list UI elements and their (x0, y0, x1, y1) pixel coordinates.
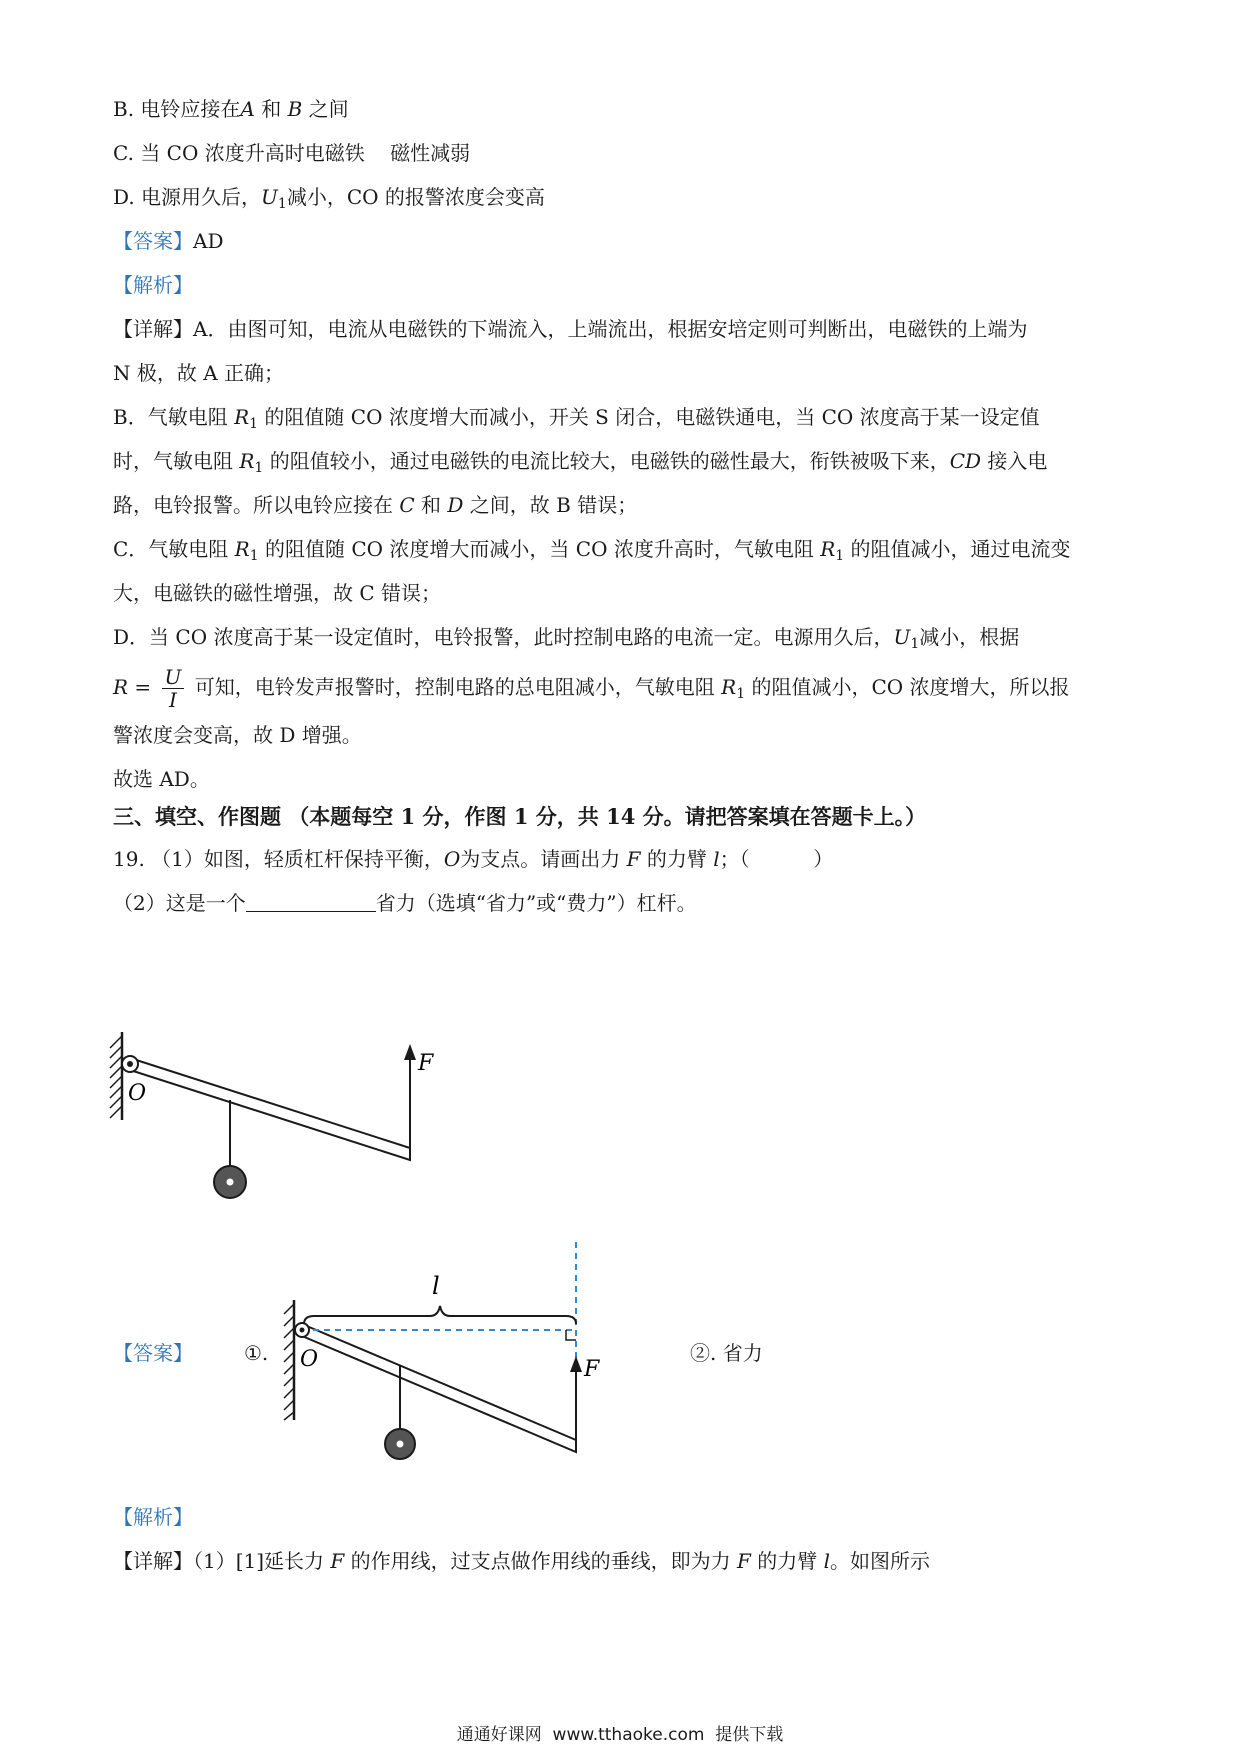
pivot-label-o-answer: O (300, 1347, 319, 1372)
answer2-first: ①. (244, 1341, 269, 1365)
answer-blank (246, 893, 376, 912)
detail-d-line3: 警浓度会变高，故 D 增强。 (113, 723, 362, 747)
q19-part1: 19. （1）如图，轻质杠杆保持平衡，O为支点。请画出力 F 的力臂 l；（ ） (113, 847, 834, 871)
option-b: B. 电铃应接在A 和 B 之间 (113, 97, 349, 121)
answer2-tag: 【答案】 (113, 1341, 193, 1365)
lever-diagram-question (100, 1030, 460, 1230)
detail-c-line2: 大，电磁铁的磁性增强，故 C 错误； (113, 581, 442, 605)
pivot-label-o: O (128, 1081, 147, 1106)
option-d: D. 电源用久后，$U_1$减小，CO 的报警浓度会变高 (113, 185, 545, 212)
detail-d-line1: D．当 CO 浓度高于某一设定值时，电铃报警，此时控制电路的电流一定。电源用久后，$U_1$减小，根据 (113, 625, 1020, 652)
detail2-line: 【详解】（1）[1]延长力 F 的作用线，过支点做作用线的垂线，即为力 F 的力臂 l。如图所示 (113, 1549, 931, 1573)
q19-part2: （2）这是一个 省力（选填“省力”或“费力”）杠杆。 (113, 891, 697, 915)
answer2-second: ②. 省力 (690, 1341, 763, 1365)
detail-d-line2: R = $\frac{U}{I}$ 可知，电铃发声报警时，控制电路的总电阻减小，气敏电阻 $R_1$ 的阻值减小，CO 浓度增大，所以报 (113, 665, 1070, 712)
force-label-f: F (418, 1051, 434, 1076)
page-footer: 通通好课网 www.tthaoke.com 提供下载 (456, 1725, 784, 1745)
detail-a-line1: 【详解】A．由图可知，电流从电磁铁的下端流入，上端流出，根据安培定则可判断出，电磁铁的上端为 (113, 317, 1028, 341)
option-c: C. 当 CO 浓度升高时电磁铁 磁性减弱 (113, 141, 471, 165)
fraction-u-over-i: $\frac{U}{I}$ (162, 666, 185, 711)
detail-b-line1: B．气敏电阻 $R_1$ 的阻值随 CO 浓度增大而减小，开关 S 闭合，电磁铁通电，当 CO 浓度高于某一设定值 (113, 405, 1040, 432)
detail-b-line3: 路，电铃报警。所以电铃应接在 C 和 D 之间，故 B 错误； (113, 493, 638, 517)
detail-a-line2: N 极，故 A 正确； (113, 361, 285, 385)
analysis-heading: 【解析】 (113, 273, 193, 297)
detail-b-line2: 时，气敏电阻 $R_1$ 的阻值较小，通过电磁铁的电流比较大，电磁铁的磁性最大，衔铁被吸下来，CD 接入电 (113, 449, 1048, 476)
lever-arm-label-l: l (432, 1272, 440, 1300)
detail-select: 故选 AD。 (113, 767, 210, 791)
analysis-heading-2: 【解析】 (113, 1505, 193, 1529)
answer-value: AD (193, 229, 224, 253)
section-title: 三、填空、作图题 （本题每空 1 分，作图 1 分，共 14 分。请把答案填在答题卡上。） (113, 804, 927, 829)
lever-diagram-answer (280, 1240, 610, 1460)
answer-line (113, 228, 223, 254)
force-label-f-answer: F (584, 1357, 600, 1382)
answer-tag: 【答案】 (113, 229, 193, 253)
detail-c-line1: C．气敏电阻 $R_1$ 的阻值随 CO 浓度增大而减小，当 CO 浓度升高时，气敏电阻 $R_1$ 的阻值减小，通过电流变 (113, 537, 1071, 564)
